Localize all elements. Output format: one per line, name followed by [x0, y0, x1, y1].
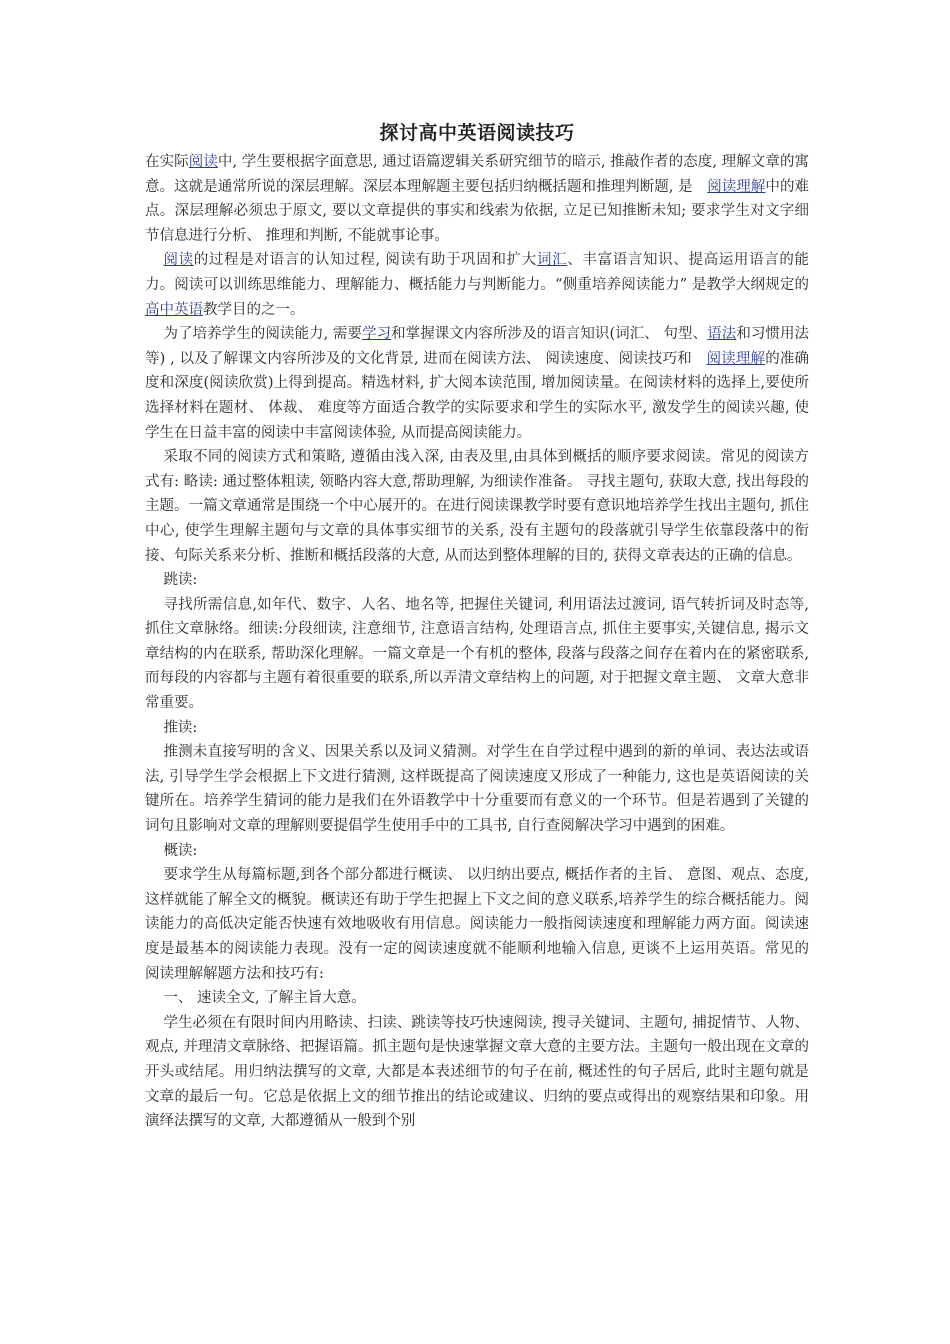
- link-cihui[interactable]: 词汇: [536, 252, 568, 269]
- link-yuedulijie[interactable]: 阅读理解: [706, 350, 766, 367]
- link-yuedu[interactable]: 阅读: [163, 252, 194, 269]
- paragraph-8: 学生必须在有限时间内用略读、扫读、跳读等技巧快速阅读, 搜寻关键词、主题句, 捕捉情节、人物、观点, 并理清文章脉络、把握语篇。抓主题句是快速掌握文章大意的主要方法。主题句一般出现在文章的开头或结尾。用归纳法撰写的文章, 大都是本表述细节的句子在前, 概述性的句子居后, 此时主题句就是文章的最后一句。它总是依据上文的细节推出的结论或建议、归纳的要点或得出的观察结果和印象。用演绎法撰写的文章, 大都遵循从一般到个别: [145, 1014, 809, 1130]
- text-run: 和掌握课文内容所涉及的语言知识(词汇、 句型、: [391, 326, 708, 343]
- paragraph-3: [145, 322, 809, 445]
- text-run: 为了培养学生的阅读能力, 需要: [163, 326, 362, 343]
- paragraph-6: 推测未直接写明的含义、因果关系以及词义猜测。对学生在自学过程中遇到的新的单词、表达法或语法, 引导学生学会根据上下文进行猜测, 这样既提高了阅读速度又形成了一种能力, 这也是英语阅读的关键所在。培养学生猜词的能力是我们在外语教学中十分重要而有意义的一个环节。但是若遇到了关键的词句且影响对文章的理解则要提倡学生使用手中的工具书, 自行查阅解决学习中遇到的困难。: [145, 744, 809, 835]
- section-heading-tiaodu: 跳读:: [163, 572, 198, 589]
- link-yuedulijie[interactable]: 阅读理解: [707, 178, 766, 195]
- text-run: 在实际: [145, 154, 189, 170]
- paragraph-5: 寻找所需信息,如年代、数字、人名、地名等, 把握住关键词, 利用语法过渡词, 语气转折词及时态等, 抓住文章脉络。细读:分段细读, 注意细节, 注意语言结构, 处理语言点, 抓住主要事实,关键信息, 揭示文章结构的内在联系, 帮助深化理解。一篇文章是一个有机的整体, 段落与段落之间存在着内在的紧密联系, 而每段的内容都与主题有着很重要的联系,所以弄清文章结构上的问题, 对于把握文章主题、 文章大意非常重要。: [145, 596, 809, 712]
- link-yuedu[interactable]: 阅读: [188, 154, 218, 170]
- link-yufa[interactable]: 语法: [707, 326, 737, 343]
- text-run: 的过程是对语言的认知过程, 阅读有助于巩固和扩大: [193, 252, 537, 269]
- link-xuexi[interactable]: 学习: [361, 326, 392, 343]
- section-heading-one: 一、 速读全文, 了解主旨大意。: [163, 990, 366, 1007]
- text-run: 中的难点。深层理解必须忠于原文, 要以文章提供的事实和线索为依据, 立足已知推断未知; 要求学生对文字细节信息进行分析、 推理和判断, 不能就事论事。: [145, 178, 810, 244]
- text-run: 、丰富语言知识、提高运用语言的能力。阅读可以训练思维能力、理解能力、概括能力与判断能力。“侧重培养阅读能力” 是教学大纲规定的: [145, 252, 824, 293]
- section-heading-gaidu: 概读:: [163, 842, 198, 859]
- paragraph-7: 要求学生从每篇标题,到各个部分都进行概读、 以归纳出要点, 概括作者的主旨、 意图、观点、态度, 这样就能了解全文的概貌。概读还有助于学生把握上下文之间的意义联系,培养学生的综合概括能力。阅读能力的高低决定能否快速有效地吸收有用信息。阅读能力一般指阅读速度和理解能力两方面。阅读速度是最基本的阅读能力表现。没有一定的阅读速度就不能顺利地输入信息, 更谈不上运用英语。常见的 阅读理解解题方法和技巧有:: [145, 867, 809, 982]
- text-run: 的准确度和深度(阅读欣赏)上得到提高。精选材料, 扩大阅本读范围, 增加阅读量。在阅读材料的选择上,要使所选择材料在题材、 体裁、 难度等方面适合教学的实际要求和学生的实际水平, 激发学生的阅读兴趣, 使学生在日益丰富的阅读中丰富阅读体验, 从而提高阅读能力。: [145, 350, 809, 441]
- paragraph-2: [145, 248, 824, 322]
- document-title: 探讨高中英语阅读技巧: [379, 122, 575, 144]
- paragraph-1: [145, 150, 809, 248]
- text-run: 和习惯用法等) , 以及了解课文内容所涉及的文化背景, 进而在阅读方法、 阅读速度、阅读技巧和: [145, 326, 810, 367]
- document-page: [145, 118, 824, 1134]
- section-heading-tuidu: 推读:: [163, 719, 198, 736]
- text-run: 中, 学生要根据字面意思, 通过语篇逻辑关系研究细节的暗示, 推敲作者的态度, 理解文章的寓意。这就是通常所说的深层理解。深层本理解题主要包括归纳概括题和推理判断题, 是: [145, 154, 810, 195]
- paragraph-4: 采取不同的阅读方式和策略, 遵循由浅入深, 由表及里,由具体到概括的顺序要求阅读。常见的阅读方式有: 略读: 通过整体粗读, 领略内容大意,帮助理解, 为细读作准备。 寻找主题句, 获取大意, 找出每段的主题。一篇文章通常是围绕一个中心展开的。在进行阅读课教学时要有意识地培养学生找出主题句, 抓住中心, 使学生理解主题句与文章的具体事实细节的关系, 没有主题句的段落就引导学生依靠段落中的衔接、句际关系来分析、推断和概括段落的大意, 从而达到整体理解的目的, 获得文章表达的正确的信息。: [145, 449, 809, 564]
- link-gaozhongyingyu[interactable]: 高中英语: [145, 301, 203, 318]
- text-run: 教学目的之一。: [203, 301, 305, 318]
